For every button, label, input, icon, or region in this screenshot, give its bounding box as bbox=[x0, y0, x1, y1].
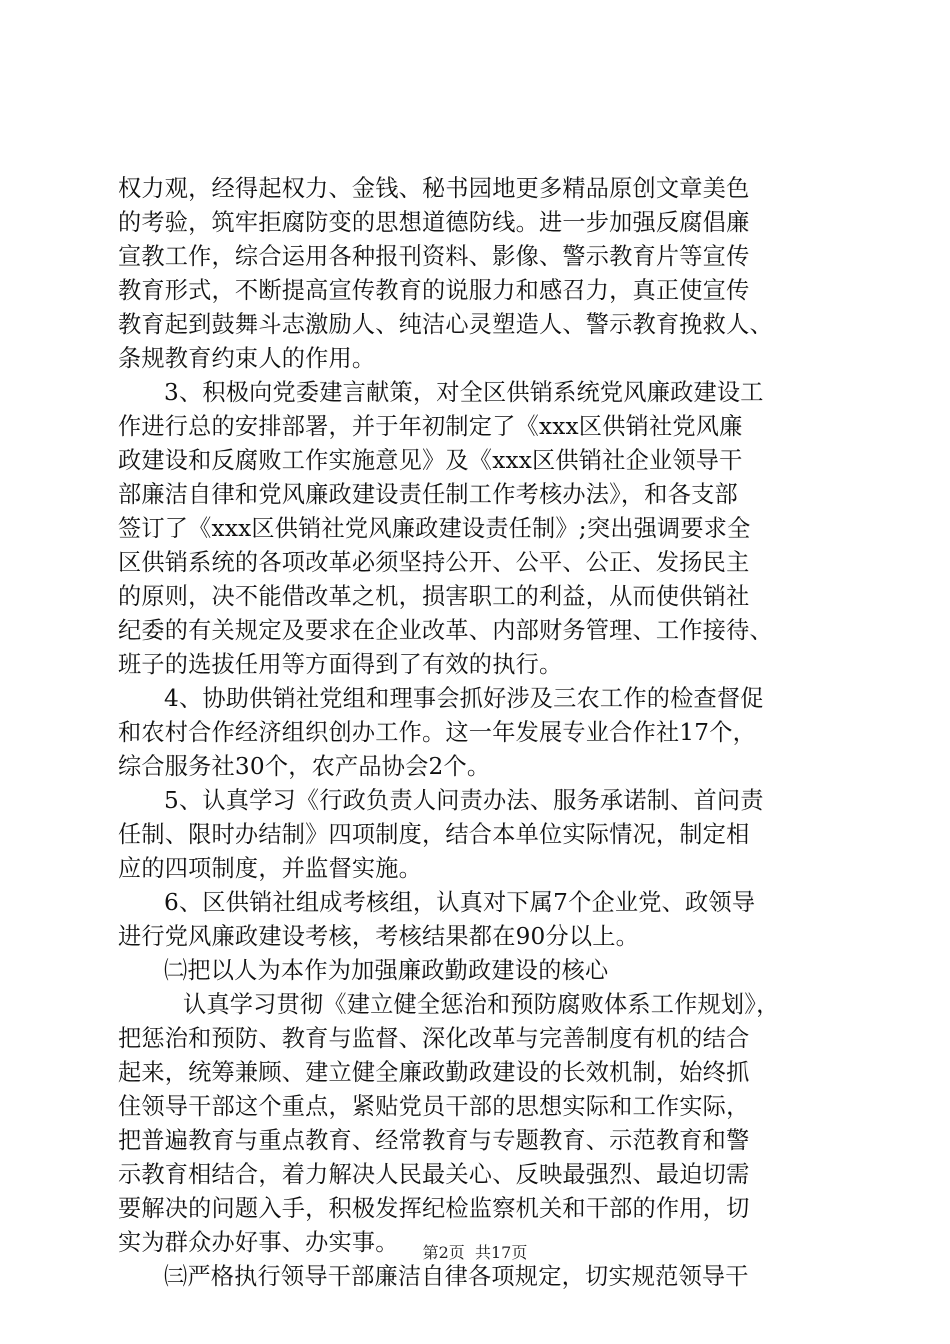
paragraph-start-line: 6、区供销社组成考核组，认真对下属7个企业党、政领导 bbox=[164, 889, 756, 916]
text-line: 住领导干部这个重点，紧贴党员干部的思想实际和工作实际， bbox=[118, 1093, 750, 1120]
text-line: 实为群众办好事、办实事。 bbox=[118, 1229, 399, 1256]
paragraph-start-line: 5、认真学习《行政负责人问责办法、服务承诺制、首问责 bbox=[164, 787, 764, 814]
text-line: 部廉洁自律和党风廉政建设责任制工作考核办法》，和各支部 bbox=[118, 481, 738, 508]
text-line: 作进行总的安排部署，并于年初制定了《xxx区供销社党风廉 bbox=[118, 413, 743, 440]
text-line: 把普遍教育与重点教育、经常教育与专题教育、示范教育和警 bbox=[118, 1127, 750, 1154]
text-line: 综合服务社30个，农产品协会2个。 bbox=[118, 753, 491, 780]
document-body bbox=[118, 172, 834, 1294]
text-line: 区供销系统的各项改革必须坚持公开、公平、公正、发扬民主 bbox=[118, 549, 750, 576]
text-line: 的考验，筑牢拒腐防变的思想道德防线。进一步加强反腐倡廉 bbox=[118, 209, 750, 236]
text-line: 班子的选拔任用等方面得到了有效的执行。 bbox=[118, 651, 563, 678]
text-line: 签订了《xxx区供销社党风廉政建设责任制》;突出强调要求全 bbox=[118, 515, 751, 542]
text-line: 权力观，经得起权力、金钱、秘书园地更多精品原创文章美色 bbox=[118, 175, 750, 202]
page-total: 共17页 bbox=[474, 1243, 528, 1262]
text-line: 政建设和反腐败工作实施意见》及《xxx区供销社企业领导干 bbox=[118, 447, 743, 474]
text-line: 宣教工作，综合运用各种报刊资料、影像、警示教育片等宣传 bbox=[118, 243, 750, 270]
text-line: 纪委的有关规定及要求在企业改革、内部财务管理、工作接待、 bbox=[118, 617, 773, 644]
text-line: 条规教育约束人的作用。 bbox=[118, 345, 376, 372]
paragraph-start-line: 3、积极向党委建言献策，对全区供销系统党风廉政建设工 bbox=[164, 379, 764, 406]
text-line: 示教育相结合，着力解决人民最关心、反映最强烈、最迫切需 bbox=[118, 1161, 750, 1188]
text-line: 的原则，决不能借改革之机，损害职工的利益，从而使供销社 bbox=[118, 583, 750, 610]
text-line: 要解决的问题入手，积极发挥纪检监察机关和干部的作用，切 bbox=[118, 1195, 750, 1222]
page-footer bbox=[0, 1243, 950, 1263]
text-line: 和农村合作经济组织创办工作。这一年发展专业合作社17个， bbox=[118, 719, 756, 746]
section-heading: ㈢严格执行领导干部廉洁自律各项规定，切实规范领导干 bbox=[164, 1263, 749, 1290]
section-heading: ㈡把以人为本作为加强廉政勤政建设的核心 bbox=[164, 957, 609, 984]
paragraph-start-line: 4、协助供销社党组和理事会抓好涉及三农工作的检查督促 bbox=[164, 685, 764, 712]
text-line: 进行党风廉政建设考核，考核结果都在90分以上。 bbox=[118, 923, 640, 950]
text-line: 应的四项制度，并监督实施。 bbox=[118, 855, 423, 882]
text-line: 起来，统筹兼顾、建立健全廉政勤政建设的长效机制，始终抓 bbox=[118, 1059, 750, 1086]
text-line: 教育形式，不断提高宣传教育的说服力和感召力，真正使宣传 bbox=[118, 277, 750, 304]
text-line: 任制、限时办结制》四项制度，结合本单位实际情况，制定相 bbox=[118, 821, 750, 848]
paragraph-start-line: 认真学习贯彻《建立健全惩治和预防腐败体系工作规划》， bbox=[183, 991, 780, 1018]
text-line: 教育起到鼓舞斗志激励人、纯洁心灵塑造人、警示教育挽救人、 bbox=[118, 311, 773, 338]
page-number: 第2页 bbox=[422, 1243, 465, 1262]
text-line: 把惩治和预防、教育与监督、深化改革与完善制度有机的结合 bbox=[118, 1025, 750, 1052]
